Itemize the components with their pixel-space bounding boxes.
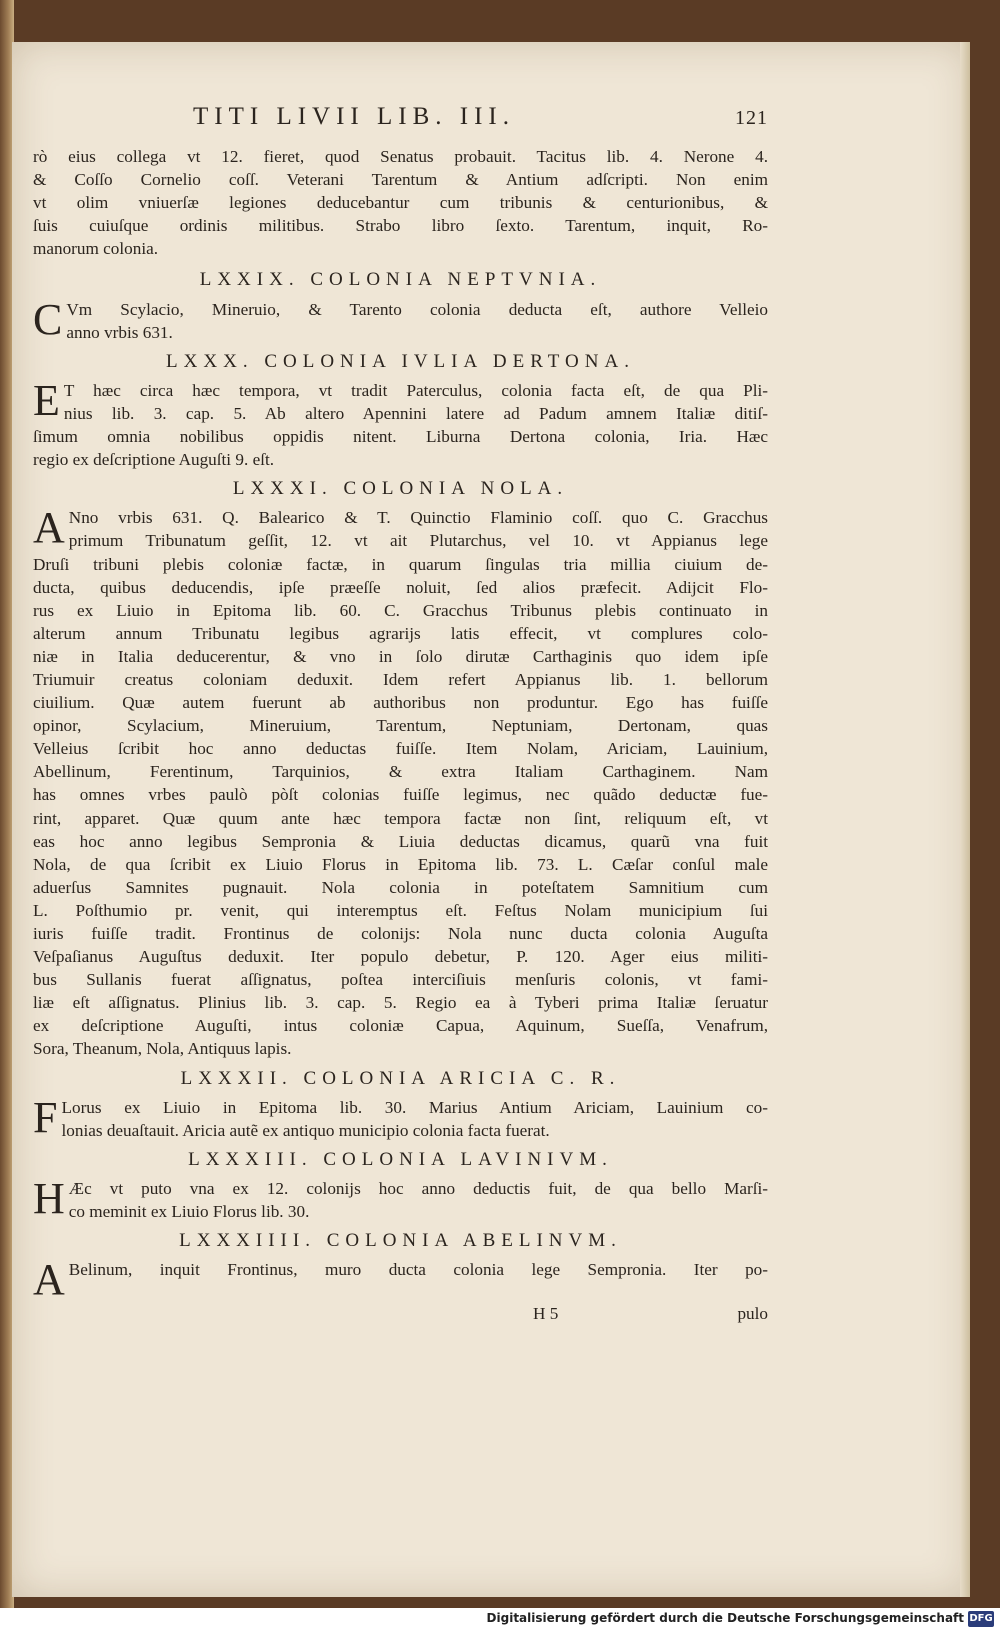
- text-line: ex deſcriptione Auguſti, intus coloniæ Capua, Aquinum, Sueſſa, Venafrum,: [33, 1016, 768, 1036]
- text-line: Æc vt puto vna ex 12. colonijs hoc anno deductis fuit, de qua bello Marſi-: [68, 1178, 768, 1198]
- text-line: Vm Scylacio, Mineruio, & Tarento colonia deducta eſt, authore Velleio: [66, 299, 768, 319]
- folio-number: 121: [735, 107, 768, 129]
- paragraph: [33, 1096, 768, 1142]
- text-line: niæ in Italia deducerentur, & vno in ſolo dirutæ Carthaginis quo idem ipſe: [33, 646, 768, 666]
- initial-letter: A: [33, 1258, 65, 1303]
- text-line: rint, apparet. Quæ quum ante hæc tempora factæ non ſint, reliquum eſt, vt: [33, 808, 768, 828]
- paragraph: [33, 1177, 768, 1223]
- text-line: lonias deuaſtauit. Aricia autẽ ex antiquo municipio colonia facta fuerat.: [61, 1120, 550, 1140]
- text-line: Nola, de qua ſcribit ex Liuio Florus in Epitoma lib. 73. L. Cæſar conſul male: [33, 854, 768, 874]
- signature-mark: H 5: [533, 1304, 559, 1324]
- text-line: Abellinum, Ferentinum, Tarquinios, & extra Italiam Carthaginem. Nam: [33, 762, 768, 782]
- paragraph: [33, 1258, 768, 1302]
- text-line: manorum colonia.: [33, 239, 159, 259]
- initial-letter: H: [33, 1176, 65, 1223]
- text-line: Belinum, inquit Frontinus, muro ducta colonia lege Sempronia. Iter po-: [68, 1260, 768, 1280]
- text-line: ſuis cuiuſque ordinis militibus. Strabo libro ſexto. Tarentum, inquit, Ro-: [33, 216, 768, 236]
- text-line: bus Sullanis fuerat aſſignatus, poſtea interciſiuis menſuris colonis, vt fami-: [33, 970, 768, 990]
- initial-letter: C: [33, 297, 63, 344]
- paragraph: [33, 506, 768, 1060]
- text-line: aduerſus Samnites pugnauit. Nola colonia in poteſtatem Samnitium cum: [33, 877, 768, 897]
- text-line: L. Poſthumio pr. venit, qui interemptus eſt. Feſtus Nolam municipium ſui: [33, 900, 768, 920]
- text-line: Velleius ſcribit hoc anno deductas fuiſſe. Item Nolam, Ariciam, Lauinium,: [33, 739, 768, 759]
- section-heading: LXXXIII. COLONIA LAVINIVM.: [188, 1148, 613, 1170]
- paragraph: [33, 298, 768, 344]
- page-edge: [960, 42, 970, 1597]
- section-heading: LXXXI. COLONIA NOLA.: [232, 478, 569, 500]
- text-line: Nno vrbis 631. Q. Balearico & T. Quinctio Flaminio coſſ. quo C. Gracchus: [68, 508, 768, 528]
- text-line: liæ eſt aſſignatus. Plinius lib. 3. cap. 5. Regio ea à Tyberi prima Italiæ ſeruatur: [33, 993, 768, 1013]
- text-line: alterum annum Tribunatu legibus agrarijs latis effecit, vt complures colo-: [33, 623, 768, 643]
- footer-credit: Digitalisierung gefördert durch die Deutsche Forschungsgemeinschaft: [486, 1611, 964, 1625]
- text-line: co meminit ex Liuio Florus lib. 30.: [68, 1202, 310, 1222]
- text-line: opinor, Scylacium, Mineruium, Tarentum, Neptuniam, Dertonam, quas: [33, 716, 768, 736]
- text-line: Druſi tribuni plebis coloniæ factæ, in quarum ſingulas tria millia ciuium de-: [33, 554, 768, 574]
- section-heading: LXXXIIII. COLONIA ABELINVM.: [179, 1230, 622, 1252]
- section-heading: LXXIX. COLONIA NEPTVNIA.: [199, 269, 602, 291]
- text-line: ciuilium. Quæ autem fuerunt ab authoribus non produntur. Ego has fuiſſe: [33, 693, 768, 713]
- text-line: anno vrbis 631.: [66, 322, 173, 342]
- running-title: TITI LIVII LIB. III.: [193, 103, 515, 130]
- paragraph: [33, 145, 768, 260]
- paragraph: [33, 379, 768, 471]
- text-line: has omnes vrbes paulò pòſt colonias fuiſſe legimus, nec quãdo deductæ fue-: [33, 785, 768, 805]
- text-line: & Coſſo Cornelio coſſ. Veterani Tarentum & Antium adſcripti. Non enim: [33, 170, 768, 190]
- text-line: ſimum omnia nobilibus oppidis nitent. Liburna Dertona colonia, Iria. Hæc: [33, 427, 768, 447]
- text-line: regio ex deſcriptione Auguſti 9. eſt.: [33, 450, 275, 470]
- initial-letter: A: [33, 506, 65, 553]
- text-line: iuris fuiſſe tradit. Frontinus de colonijs: Nola nunc ducta colonia Auguſta: [33, 924, 768, 943]
- text-line: vt olim vniuerſæ legiones deducebantur cum tribunis & centurionibus, &: [33, 193, 768, 213]
- initial-letter: E: [33, 378, 60, 425]
- section-heading: LXXX. COLONIA IVLIA DERTONA.: [166, 350, 635, 372]
- initial-letter: F: [33, 1095, 58, 1142]
- catchword: pulo: [737, 1304, 768, 1324]
- page-text-block: [33, 105, 768, 1325]
- text-line: primum Tribunatum geſſit, 12. vt ait Plutarchus, vel 10. vt Appianus lege: [68, 531, 768, 551]
- signature-line: [33, 1302, 768, 1325]
- dfg-logo: DFG: [968, 1611, 994, 1627]
- text-line: rus ex Liuio in Epitoma lib. 60. C. Gracchus Tribunus plebis continuato in: [33, 600, 768, 620]
- text-line: Triumuir creatus coloniam deduxit. Idem refert Appianus lib. 1. bellorum: [33, 669, 768, 689]
- text-line: Lorus ex Liuio in Epitoma lib. 30. Marius Antium Ariciam, Lauinium co-: [61, 1097, 768, 1117]
- text-line: eas hoc anno legibus Sempronia & Liuia deductas dicamus, quarũ vna fuit: [33, 831, 768, 851]
- text-line: nius lib. 3. cap. 5. Ab altero Apennini latere ad Padum amnem Italiæ ditiſ-: [63, 403, 768, 423]
- text-line: rò eius collega vt 12. fieret, quod Senatus probauit. Tacitus lib. 4. Nerone 4.: [33, 147, 768, 166]
- text-line: T hæc circa hæc tempora, vt tradit Paterculus, colonia facta eſt, de qua Pli-: [63, 380, 768, 400]
- text-line: Veſpaſianus Auguſtus deduxit. Iter populo debetur, P. 120. Ager eius militi-: [33, 947, 768, 967]
- section-heading: LXXXII. COLONIA ARICIA C. R.: [180, 1067, 621, 1089]
- running-head: [33, 105, 768, 145]
- text-line: Sora, Theanum, Nola, Antiquus lapis.: [33, 1039, 292, 1059]
- text-line: ducta, quibus deducendis, ipſe præeſſe noluit, ſed alios præfecit. Adijcit Flo-: [33, 577, 768, 597]
